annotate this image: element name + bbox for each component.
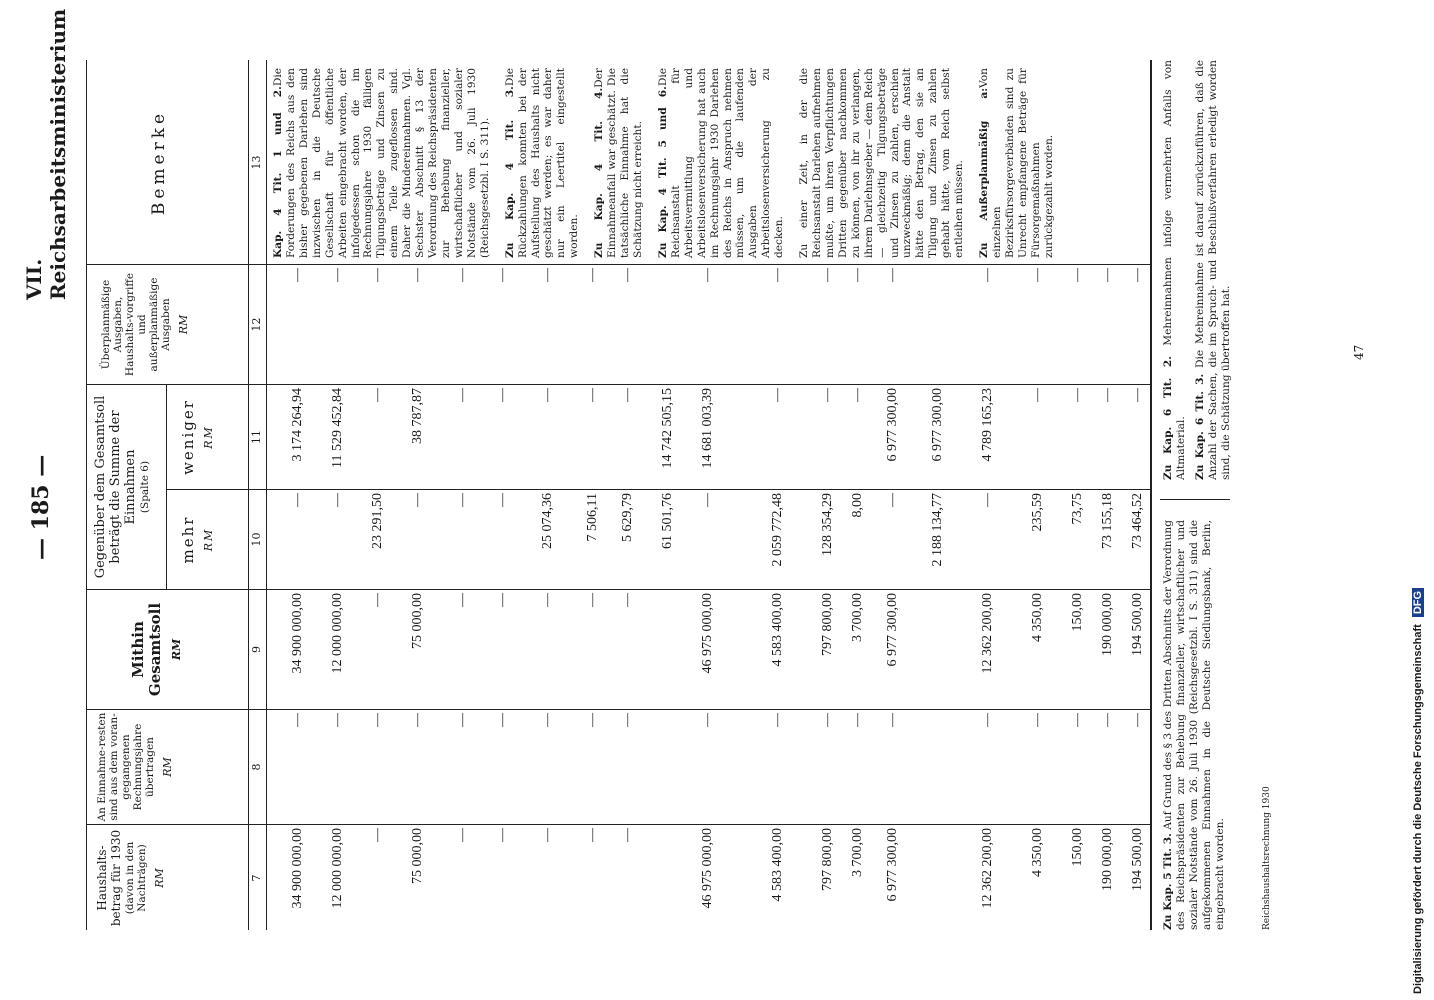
table-cell: —	[585, 593, 600, 607]
table-cell: —	[495, 388, 510, 402]
table-cell: 14 681 003,39	[700, 388, 715, 469]
table-cell: —	[820, 713, 835, 727]
table-cell: 12 000 000,00	[330, 828, 345, 909]
table-cell: —	[410, 493, 425, 507]
table-cell: —	[495, 268, 510, 282]
col-num-11: 11	[250, 430, 263, 444]
table-cell: —	[850, 268, 865, 282]
col-divider-12-13	[86, 264, 1150, 265]
table-cell: —	[620, 828, 635, 842]
col-divider-7-8	[86, 824, 1150, 825]
table-cell: 6 977 300,00	[885, 828, 900, 902]
footnote-divider	[1160, 499, 1230, 500]
table-cell: —	[585, 268, 600, 282]
table-cell: 797 800,00	[820, 593, 835, 656]
table-cell: —	[1130, 713, 1145, 727]
table-cell: —	[1100, 388, 1115, 402]
table-cell: 34 900 000,00	[290, 593, 305, 674]
col-header-9: Mithin Gesamtsoll RM	[129, 602, 183, 697]
table-cell: —	[700, 268, 715, 282]
remark-text: Zu einer Zeit, in der die Reichsanstalt Darlehen aufnehmen mußte, um ihren Verpflichtungen Dritten gegenüber nachkommen zu können, von ihr zu verlangen, ihrem Darlehnsgeber — dem Reich — gleichzeitig Tilgungsbeträge und Zinsen zu zahlen, erschien unzweckmäßig; denn die Anstalt hätte den Betrag, den sie an Tilgung und Zinsen zu zahlen gehabt hätte, vom Reich selbst entleihen müssen.	[798, 68, 966, 258]
table-cell: —	[700, 493, 715, 507]
table-cell: 4 583 400,00	[770, 593, 785, 667]
table-cell: —	[620, 388, 635, 402]
remark-entry	[657, 68, 786, 258]
table-cell: —	[1130, 388, 1145, 402]
col-divider-10-11	[166, 489, 1150, 490]
remarks-column	[272, 68, 1068, 258]
table-cell: 14 742 505,15	[660, 388, 675, 469]
page-number: — 185 —	[28, 454, 54, 560]
table-cell: —	[370, 828, 385, 842]
table-cell: —	[770, 388, 785, 402]
group-header-rule	[166, 385, 167, 590]
table-cell: —	[700, 713, 715, 727]
table-cell: 46 975 000,00	[700, 593, 715, 674]
col-header-8: An Einnahme-resten sind aus dem voran-gegangenen Rechnungsjahre übertragen RM	[96, 712, 175, 822]
table-header-rule	[248, 60, 249, 930]
table-cell: 6 977 300,00	[885, 388, 900, 462]
col-divider-11-12	[86, 384, 1150, 385]
col-header-11: weniger RM	[179, 399, 216, 475]
table-cell: —	[370, 713, 385, 727]
table-cell: 150,00	[1070, 828, 1085, 867]
table-cell: 8,00	[850, 493, 865, 518]
footnote-right-1: Zu Kap. 6 Tit. 2. Mehreinnahmen infolge vermehrten Anfalls von Altmaterial.	[1162, 60, 1187, 480]
col-num-10: 10	[250, 532, 263, 547]
table-bottom-rule	[1150, 60, 1152, 930]
table-cell: —	[1130, 268, 1145, 282]
table-cell: —	[540, 828, 555, 842]
table-cell: —	[330, 493, 345, 507]
remark-text: Die Reichsanstalt für Arbeitsvermittlung und Arbeitslosenversicherung hat auch im Rechnungsjahr 1930 Darlehen des Reichs in Anspruch nehmen müssen, um die laufenden Ausgaben der Arbeitslosenversicherung zu decken.	[656, 68, 786, 258]
table-cell: 12 362 200,00	[980, 828, 995, 909]
table-cell: —	[885, 268, 900, 282]
table-cell: —	[980, 268, 995, 282]
table-cell: 3 700,00	[850, 828, 865, 877]
table-cell: —	[370, 593, 385, 607]
table-cell: —	[455, 268, 470, 282]
table-cell: —	[540, 388, 555, 402]
table-cell: —	[540, 713, 555, 727]
footnote-left: Zu Kap. 5 Tit. 3. Auf Grund des § 3 des Dritten Abschnitts der Verordnung des Reichspräsidenten zur Behebung finanzieller, wirtschaftlicher und sozialer Notstände vom 26. Juli 1930 (Reichsgesetzbl. I S. 311) sind die aufgekommenen Einnahmen in die Deutsche Siedlungsbank, Berlin, eingebracht worden.	[1162, 519, 1226, 930]
table-cell: —	[770, 268, 785, 282]
remark-entry	[593, 68, 645, 258]
table-cell: 4 789 165,23	[980, 388, 995, 462]
table-cell: —	[820, 268, 835, 282]
table-cell: —	[885, 713, 900, 727]
table-cell: —	[370, 388, 385, 402]
table-cell: —	[455, 828, 470, 842]
col-num-13: 13	[250, 155, 263, 170]
table-cell: 12 000 000,00	[330, 593, 345, 674]
table-cell: —	[540, 593, 555, 607]
remark-ref: Zu Kap. 4 Tit. 3.	[503, 86, 516, 258]
table-cell: —	[540, 268, 555, 282]
footer-page-number: 47	[1352, 344, 1366, 360]
footer-left: Reichshaushaltsrechnung 1930	[1262, 786, 1272, 930]
table-cell: —	[620, 713, 635, 727]
table-cell: 25 074,36	[540, 493, 555, 549]
col-divider-8-9	[86, 709, 1150, 710]
remark-ref: Zu Außerplanmäßig a:	[978, 87, 991, 258]
table-cell: —	[455, 593, 470, 607]
remark-text: Die Rückzahlungen konnten bei der Aufstellung des Haushalts nicht geschätzt werden; es war daher nur ein Leertitel eingestellt worden.	[503, 68, 581, 258]
table-cell: 2 188 134,77	[930, 493, 945, 567]
table-cell: —	[850, 388, 865, 402]
table-cell: —	[370, 268, 385, 282]
table-cell: —	[620, 593, 635, 607]
remark-entry	[504, 68, 582, 258]
table-cell: —	[410, 713, 425, 727]
remark-text: Die Forderungen des Reichs aus den bisher gegebenen Darlehen sind inzwischen in die Deutsche Gesellschaft für öffentliche Arbeiten eingebracht worden, der infolgedessen schon die im Rechnungsjahre 1930 fälligen Tilgungsbeträge und Zinsen zu einem Teile zugeflossen sind. Daher die Mindereinnahmen. Vgl. Sechster Abschnitt § 13 der Verordnung des Reichspräsidenten zur Behebung finanzieller, wirtschaftlicher und sozialer Notstände vom 26. Juli 1930 (Reichsgesetzbl. I S. 311).	[272, 68, 491, 258]
table-cell: —	[330, 268, 345, 282]
table-cell: —	[495, 713, 510, 727]
col-header-12: Überplanmäßige Ausgaben, Haushalts-vorgriffe und außerplanmäßige Ausgaben RM	[100, 272, 191, 377]
table-cell: —	[850, 713, 865, 727]
table-cell: 12 362 200,00	[980, 593, 995, 674]
table-cell: —	[290, 268, 305, 282]
table-cell: —	[1070, 713, 1085, 727]
table-cell: 38 787,87	[410, 388, 425, 444]
table-cell: —	[885, 493, 900, 507]
table-cell: —	[455, 713, 470, 727]
dfg-credit: Digitalisierung gefördert durch die Deutsche Forschungsgemeinschaft DFG	[1412, 588, 1424, 994]
table-cell: —	[495, 828, 510, 842]
table-cell: 4 583 400,00	[770, 828, 785, 902]
table-cell: 73 155,18	[1100, 493, 1115, 549]
section-title: VII. Reichsarbeitsministerium	[22, 8, 70, 300]
table-cell: 3 700,00	[850, 593, 865, 642]
table-cell: 23 291,50	[370, 493, 385, 549]
table-cell: —	[1030, 268, 1045, 282]
table-top-rule	[86, 60, 87, 930]
table-cell: —	[1030, 388, 1045, 402]
table-cell: —	[290, 713, 305, 727]
col-num-7: 7	[250, 874, 263, 882]
col-header-10: mehr RM	[179, 515, 216, 564]
col-num-12: 12	[250, 317, 263, 332]
dfg-logo: DFG	[1412, 588, 1424, 617]
table-number-rule	[266, 60, 267, 930]
table-cell: 6 977 300,00	[885, 593, 900, 667]
table-cell: 194 500,00	[1130, 593, 1145, 656]
table-cell: 73,75	[1070, 493, 1085, 525]
remark-ref: Zu Kap. 4 Tit. 5 und 6.	[656, 86, 669, 258]
table-cell: 4 350,00	[1030, 593, 1045, 642]
table-cell: 190 000,00	[1100, 593, 1115, 656]
table-cell: —	[455, 388, 470, 402]
col-num-9: 9	[250, 646, 263, 653]
table-cell: —	[1100, 713, 1115, 727]
table-cell: 4 350,00	[1030, 828, 1045, 877]
remark-entry	[798, 68, 966, 258]
table-cell: —	[980, 713, 995, 727]
table-cell: 2 059 772,48	[770, 493, 785, 567]
remark-text: Von einzelnen Bezirksfürsorgeverbänden sind zu Unrecht empfangene Beträge für Fürsorgemaßnahmen zurückgezahlt worden.	[978, 68, 1055, 258]
col-num-8: 8	[250, 763, 263, 771]
table-cell: —	[1070, 268, 1085, 282]
table-cell: 34 900 000,00	[290, 828, 305, 909]
table-cell: 235,59	[1030, 493, 1045, 532]
table-cell: 75 000,00	[410, 828, 425, 884]
table-cell: 797 800,00	[820, 828, 835, 891]
table-cell: —	[585, 713, 600, 727]
footnote-right-2: Zu Kap. 6 Tit. 3. Die Mehreinnahme ist darauf zurückzuführen, daß die Anzahl der Sachen, die im Spruch- und Beschlußverfahren erledigt worden sind, die Schätzung übertroffen hat.	[1194, 60, 1232, 480]
col-divider-9-10	[86, 589, 1150, 590]
table-cell: 150,00	[1070, 593, 1085, 632]
table-cell: —	[495, 593, 510, 607]
table-cell: —	[1030, 713, 1045, 727]
col-header-13: Bemerke	[149, 109, 169, 216]
remark-ref: Zu Kap. 4 Tit. 4.	[593, 87, 606, 258]
table-cell: —	[1100, 268, 1115, 282]
table-cell: —	[330, 713, 345, 727]
table-cell: 6 977 300,00	[930, 388, 945, 462]
remark-ref: Kap. 4 Tit. 1 und 2.	[272, 86, 284, 258]
table-cell: 61 501,76	[660, 493, 675, 549]
table-cell: —	[290, 493, 305, 507]
remark-entry	[272, 68, 492, 258]
table-cell: —	[770, 713, 785, 727]
table-cell: 5 629,79	[620, 493, 635, 542]
table-cell: —	[620, 268, 635, 282]
table-cell: 194 500,00	[1130, 828, 1145, 891]
table-cell: —	[980, 493, 995, 507]
table-cell: 7 506,11	[585, 493, 600, 542]
table-cell: 190 000,00	[1100, 828, 1115, 891]
table-cell: 73 464,52	[1130, 493, 1145, 549]
table-cell: 3 174 264,94	[290, 388, 305, 462]
table-cell: —	[585, 828, 600, 842]
table-cell: 11 529 452,84	[330, 388, 345, 468]
table-cell: —	[820, 388, 835, 402]
group-header: Gegenüber dem Gesamtsoll beträgt die Summe der Einnahmen (Spalte 6)	[93, 395, 151, 579]
table-cell: —	[585, 388, 600, 402]
table-cell: 128 354,29	[820, 493, 835, 556]
table-cell: 75 000,00	[410, 593, 425, 649]
table-cell: —	[410, 268, 425, 282]
table-cell: —	[455, 493, 470, 507]
table-cell: —	[495, 493, 510, 507]
col-header-7: Haushalts-betrag für 1930 (davon in den Nachträgen) RM	[95, 829, 166, 927]
table-cell: —	[1070, 388, 1085, 402]
remark-text: Der Einnahmeanfall war geschätzt. Die tatsächliche Einnahme hat die Schätzung nicht erreicht.	[593, 68, 644, 258]
remark-entry	[978, 68, 1056, 258]
table-cell: 46 975 000,00	[700, 828, 715, 909]
